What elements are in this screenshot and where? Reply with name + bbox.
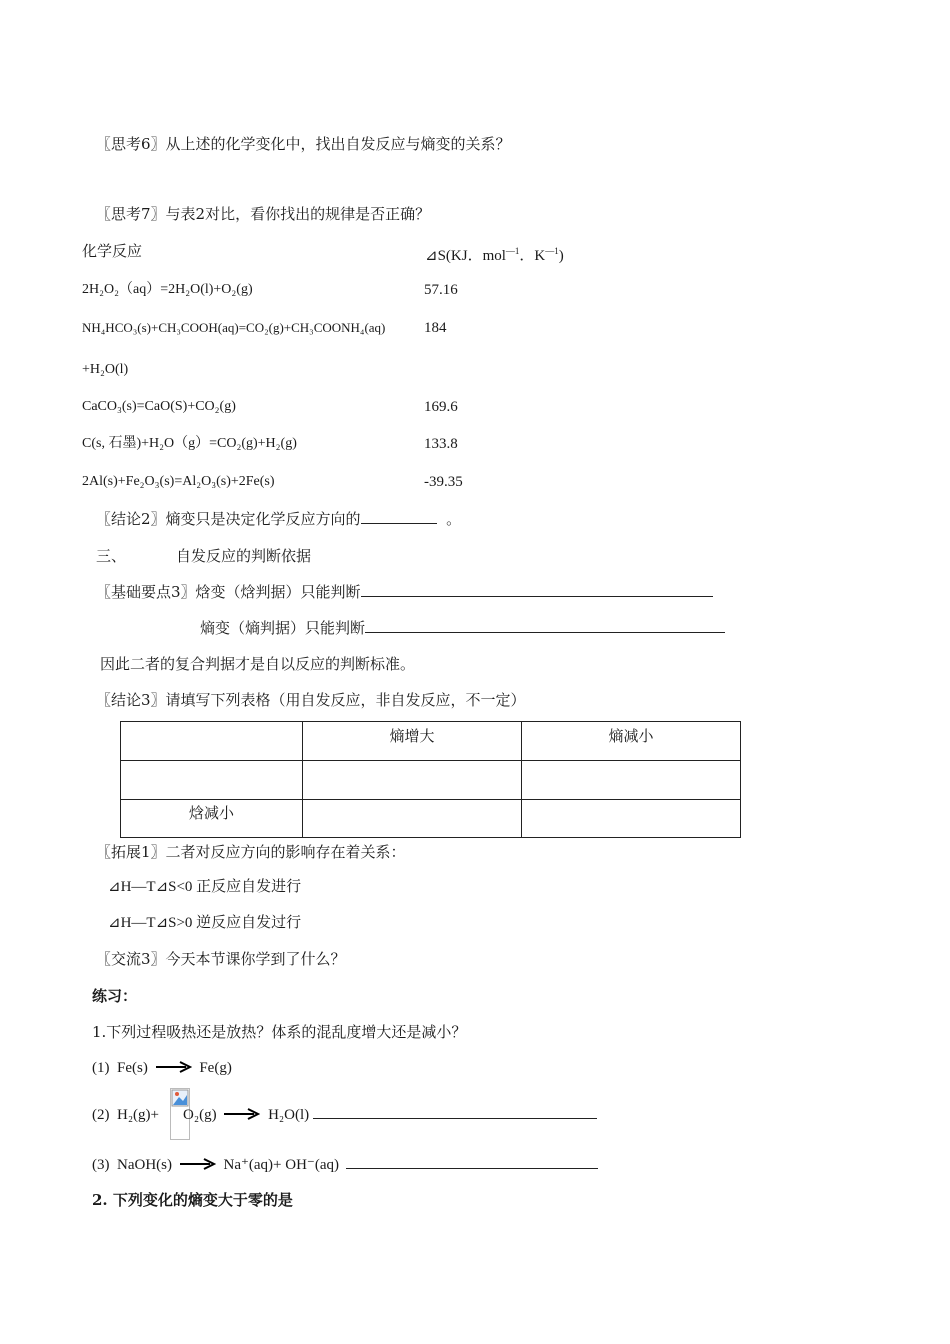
entropy-value-3: 169.6: [424, 399, 458, 415]
conclusion3-table: [120, 721, 741, 838]
table-row1-label: [121, 761, 303, 800]
reaction-row-1: 2H₂O₂（aq）=2H₂O(l)+O₂(g): [82, 282, 253, 297]
basic3-entropy-blank[interactable]: [365, 618, 725, 633]
exchange3-text: 〖交流3〗今天本节课你学到了什么？: [96, 950, 346, 968]
table-cell[interactable]: [303, 761, 522, 800]
reaction-row-5: 2Al(s)+Fe₂O₃(s)=Al₂O₃(s)+2Fe(s): [82, 474, 275, 489]
q1-item-2-blank[interactable]: [313, 1104, 597, 1119]
think6-text: 〖思考6〗从上述的化学变化中，找出自发反应与熵变的关系？: [96, 135, 511, 153]
arrow-right-icon: [180, 1157, 216, 1171]
ext1-text: 〖拓展1〗二者对反应方向的影响存在着关系：: [96, 843, 406, 861]
basic3-enthalpy-line: 〖基础要点3〗焓变（焓判据）只能判断: [96, 582, 713, 602]
table-header-entropy-decrease: 熵减小: [522, 722, 741, 761]
section3-heading: 三、 自发反应的判断依据: [96, 547, 312, 565]
entropy-value-1: 57.16: [424, 282, 458, 298]
table-corner-cell: [121, 722, 303, 761]
table-cell[interactable]: [522, 800, 741, 838]
table2-header-entropy: ⊿S(KJ．mol$^{—1}$．$K^{—1}$): [425, 246, 564, 264]
basic3-entropy-line: 熵变（熵判据）只能判断: [200, 618, 725, 638]
think7-text: 〖思考7〗与表2对比，看你找出的规律是否正确？: [96, 205, 431, 223]
relation-reverse: ⊿H—T⊿S>0 逆反应自发过行: [108, 915, 302, 931]
table-cell[interactable]: [303, 800, 522, 838]
q1-item-1: (1) Fe(s) Fe(g): [92, 1060, 232, 1076]
q1-item-3: (3) NaOH(s) Na⁺(aq)+ OH⁻(aq): [92, 1154, 598, 1175]
table-cell[interactable]: [522, 761, 741, 800]
conclusion2-line: 〖结论2〗熵变只是决定化学反应方向的 。: [96, 510, 462, 528]
arrow-right-icon: [156, 1060, 192, 1074]
q1-item-2: (2) H₂(g)+ O₂(g) H₂O(l): [92, 1104, 597, 1125]
reaction-row-4: C(s, 石墨)+H₂O（g）=CO₂(g)+H₂(g): [82, 436, 297, 451]
entropy-value-2: 184: [424, 320, 447, 336]
question-1: 1.下列过程吸热还是放热？体系的混乱度增大还是减小？: [92, 1023, 467, 1041]
therefore-text: 因此二者的复合判据才是自以反应的判断标准。: [100, 655, 416, 673]
table-row2-label: 焓减小: [121, 800, 303, 838]
entropy-value-5: -39.35: [424, 474, 463, 490]
table-header-entropy-increase: 熵增大: [303, 722, 522, 761]
reaction-row-2: NH₄HCO₃(s)+CH₃COOH(aq)=CO₂(g)+CH₃COONH₄(aq): [82, 320, 386, 335]
reaction-row-3: CaCO₃(s)=CaO(S)+CO₂(g): [82, 399, 236, 414]
conclusion3-text: 〖结论3〗请填写下列表格（用自发反应，非自发反应，不一定）: [96, 691, 526, 709]
table2-header-reaction: 化学反应: [82, 242, 143, 260]
question-2: 2. 下列变化的熵变大于零的是: [92, 1191, 293, 1209]
basic3-enthalpy-blank[interactable]: [361, 582, 713, 597]
q1-item-3-blank[interactable]: [346, 1154, 598, 1169]
entropy-value-4: 133.8: [424, 436, 458, 452]
reaction-row-2-cont: +H₂O(l): [82, 362, 129, 377]
arrow-right-icon: [224, 1107, 260, 1121]
conclusion2-blank[interactable]: [361, 509, 437, 524]
practice-heading: 练习：: [92, 987, 138, 1005]
relation-forward: ⊿H—T⊿S<0 正反应自发进行: [108, 879, 302, 895]
